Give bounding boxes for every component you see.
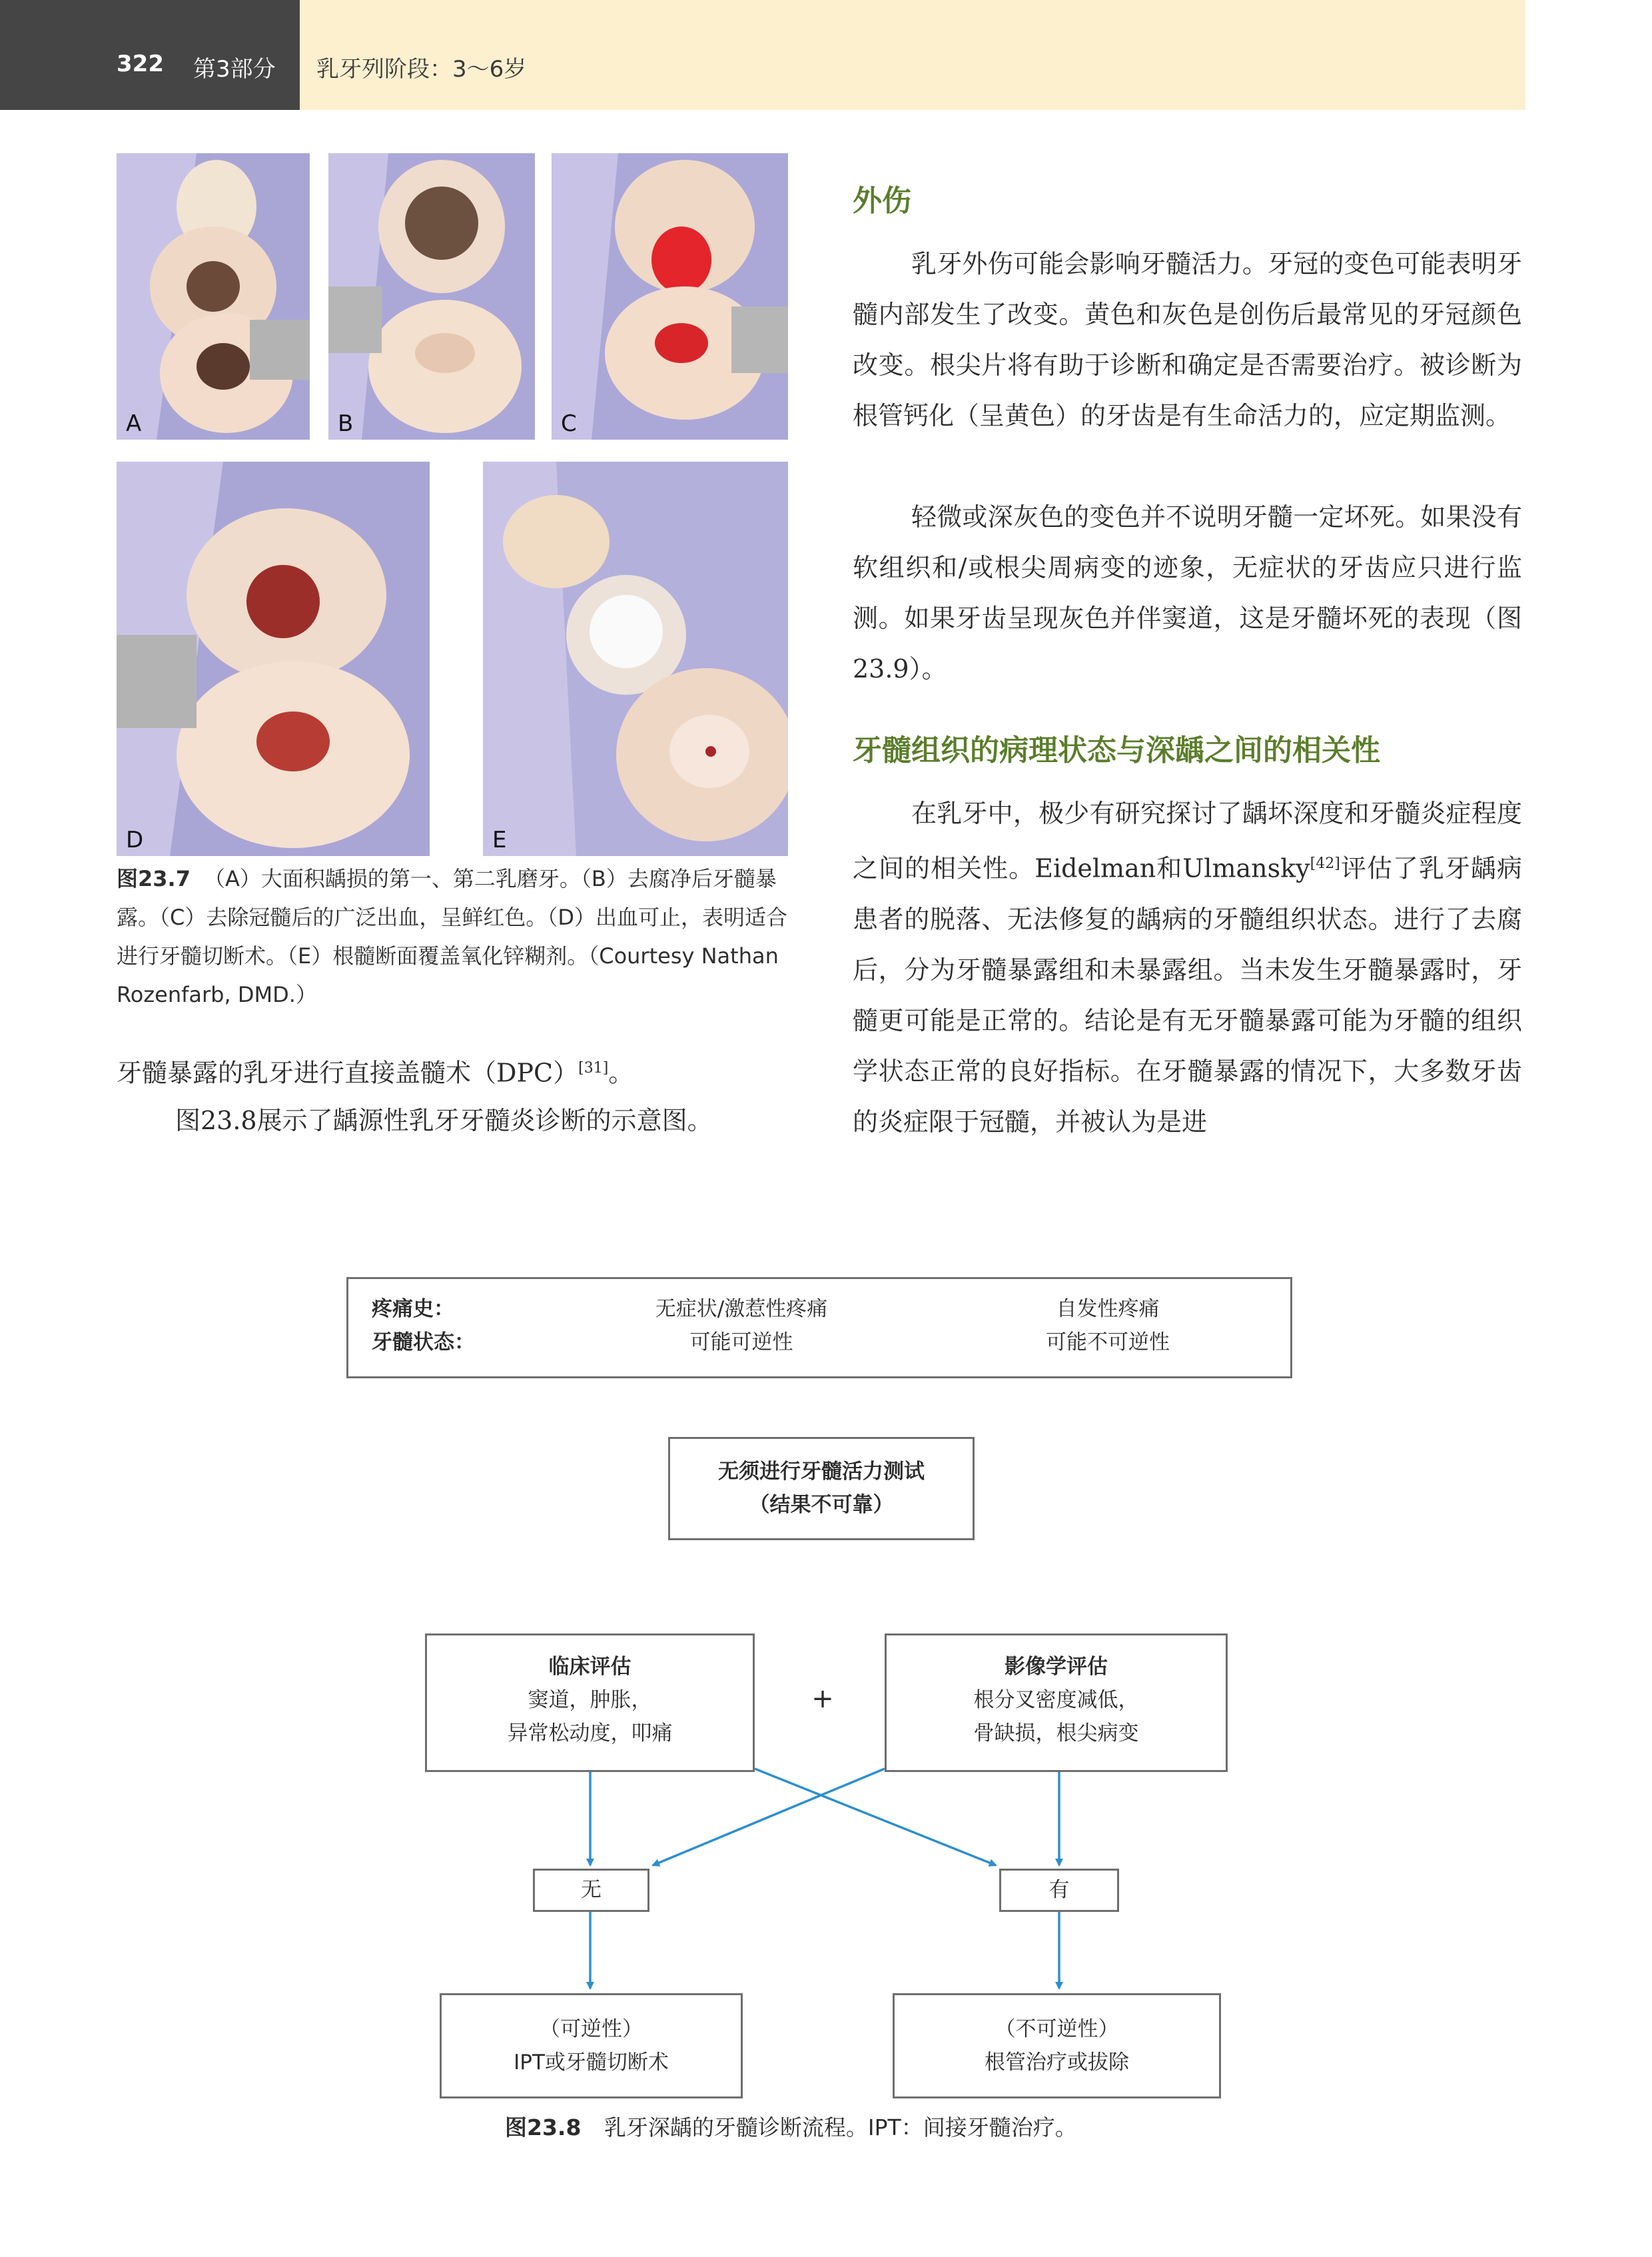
heading-trauma: 外伤 <box>853 184 911 218</box>
no-box <box>533 1869 649 1912</box>
left-body-line-2: 图23.8展示了龋源性乳牙牙髓炎诊断的示意图。 <box>175 1106 713 1135</box>
photo-label-a: A <box>126 410 142 437</box>
photo-label-c: C <box>561 410 577 437</box>
possibly-reversible: 可能可逆性 <box>689 1330 793 1354</box>
pain-history-label: 疼痛史： <box>372 1297 454 1321</box>
paragraph-trauma-1: 乳牙外伤可能会影响牙髓活力。牙冠的变色可能表明牙髓内部发生了改变。黄色和灰色是创伤后最常见的牙冠颜色改变。根尖片将有助于诊断和确定是否需要治疗。被诊断为根管钙化（呈黄色）的牙齿是有生命活力的，应定期监测。 <box>853 249 1522 430</box>
asymptomatic-pain: 无症状/激惹性疼痛 <box>655 1297 828 1321</box>
no-label: 无 <box>581 1878 602 1902</box>
clinical-assessment-line-1: 窦道，肿胀， <box>528 1688 652 1712</box>
yes-box <box>999 1869 1119 1912</box>
arrow-radiographic-to-no <box>653 1769 885 1865</box>
citation-42: [42] <box>1310 855 1340 872</box>
page-number: 322 <box>117 51 164 77</box>
chapter-title: 乳牙列阶段：3～6岁 <box>316 56 527 83</box>
pulp-status-label: 牙髓状态： <box>372 1330 475 1354</box>
part-label: 第3部分 <box>193 56 276 83</box>
photo-label-e: E <box>492 827 507 853</box>
figure-23-8-caption <box>505 2110 1077 2142</box>
heading-pulp-correlation: 牙髓组织的病理状态与深龋之间的相关性 <box>853 733 1380 767</box>
arrow-clinical-to-yes <box>755 1769 996 1865</box>
photo-label-d: D <box>126 827 144 853</box>
clinical-assessment-line-2: 异常松动度，叩痛 <box>507 1721 673 1745</box>
correlation-text-b: 评估了乳牙龋病患者的脱落、无法修复的龋病的牙髓组织状态。进行了去腐后，分为牙髓暴露组和未暴露组。当未发生牙髓暴露时，牙髓更可能是正常的。结论是有无牙髓暴露可能为牙髓的组织学状态正常的良好指标。在牙髓暴露的情况下，大多数牙齿的炎症限于冠髓，并被认为是进 <box>853 853 1522 1136</box>
vitality-test-line-2: （结果不可靠） <box>749 1493 894 1517</box>
spontaneous-pain: 自发性疼痛 <box>1056 1297 1160 1321</box>
figure-23-7-label: 图23.7 <box>117 866 191 891</box>
reversible-line-2: IPT或牙髓切断术 <box>514 2050 669 2074</box>
figure-23-8-caption-text: 乳牙深龋的牙髓诊断流程。IPT：间接牙髓治疗。 <box>604 2114 1077 2140</box>
citation-31: [31] <box>578 1060 609 1077</box>
radiographic-assessment-title: 影像学评估 <box>1005 1655 1108 1679</box>
possibly-irreversible: 可能不可逆性 <box>1046 1330 1170 1354</box>
irreversible-box <box>893 1993 1221 2098</box>
radiographic-assessment-line-2: 骨缺损，根尖病变 <box>973 1721 1139 1745</box>
reversible-box <box>440 1993 743 2098</box>
figure-23-8-label: 图23.8 <box>505 2114 582 2140</box>
figure-23-7-caption-text: （A）大面积龋损的第一、第二乳磨牙。（B）去腐净后牙髓暴露。（C）去除冠髓后的广泛出血，呈鲜红色。（D）出血可止，表明适合进行牙髓切断术。（E）根髓断面覆盖氧化锌糊剂。（Courtesy Nathan Rozenfarb, DMD.） <box>117 866 787 1007</box>
yes-label: 有 <box>1048 1878 1070 1902</box>
dpc-text-end: 。 <box>608 1058 634 1088</box>
correlation-text-a: 在乳牙中，极少有研究探讨了龋坏深度和牙髓炎症程度之间的相关性。Eidelman和Ulmansky <box>853 799 1522 883</box>
irreversible-line-2: 根管治疗或拔除 <box>985 2050 1129 2074</box>
irreversible-line-1: （不可逆性） <box>995 2017 1119 2041</box>
paragraph-trauma-2: 轻微或深灰色的变色并不说明牙髓一定坏死。如果没有软组织和/或根尖周病变的迹象，无症状的牙齿应只进行监测。如果牙齿呈现灰色并伴窦道，这是牙髓坏死的表现（图23.9）。 <box>853 502 1522 683</box>
radiographic-assessment-line-1: 根分叉密度减低， <box>973 1688 1139 1712</box>
plus-sign: + <box>811 1683 834 1714</box>
clinical-assessment-title: 临床评估 <box>548 1655 631 1679</box>
photo-label-b: B <box>338 410 354 437</box>
dpc-text: 牙髓暴露的乳牙进行直接盖髓术（DPC） <box>117 1058 579 1088</box>
reversible-line-1: （可逆性） <box>540 2017 643 2041</box>
vitality-test-line-1: 无须进行牙髓活力测试 <box>718 1460 925 1484</box>
